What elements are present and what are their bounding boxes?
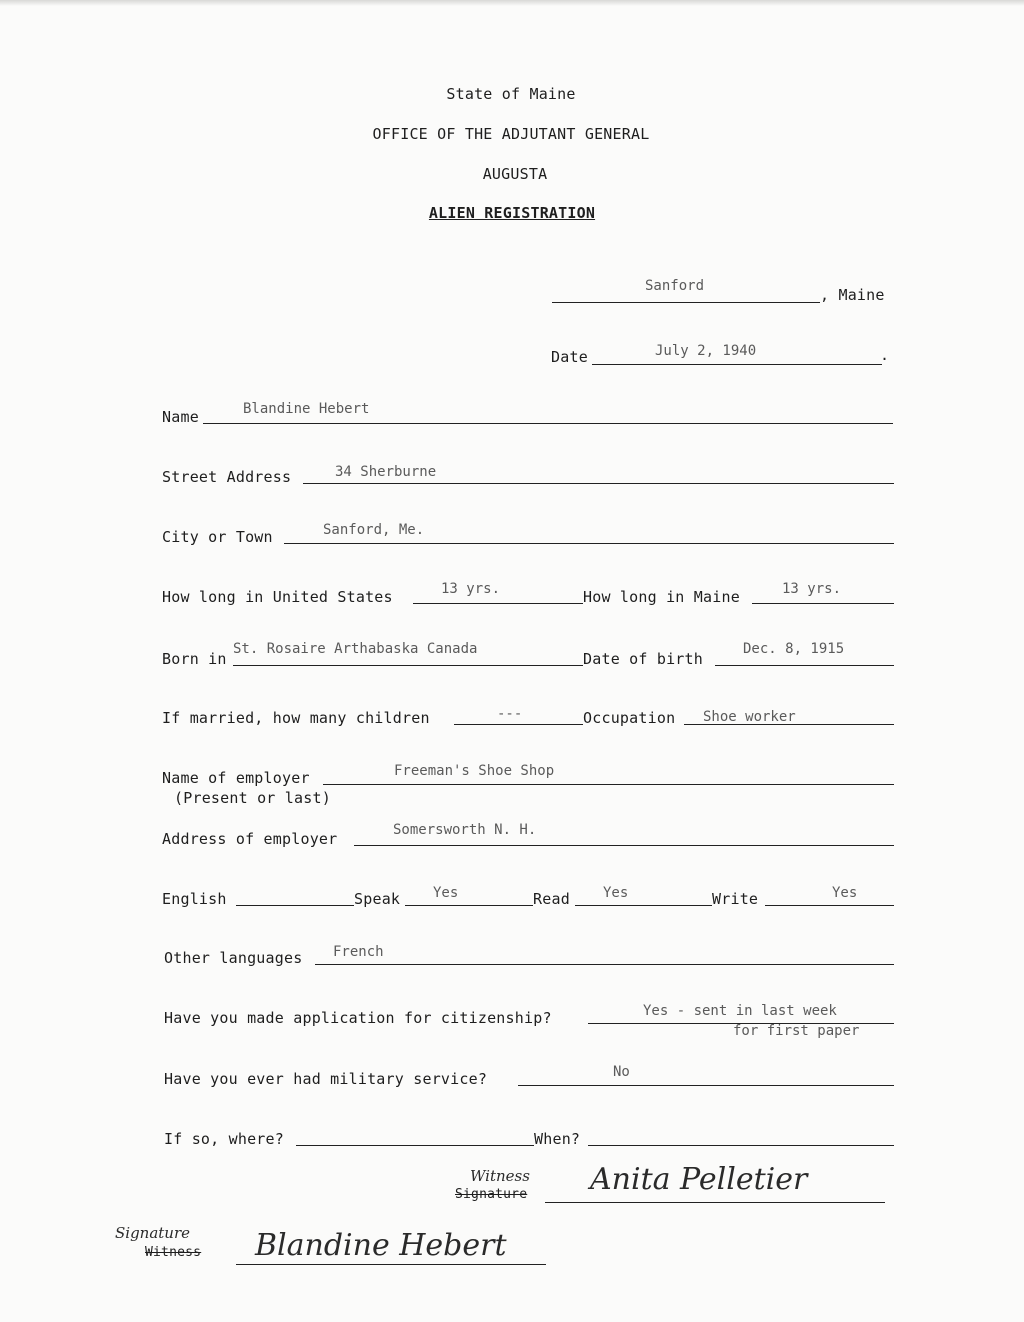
- date-value: July 2, 1940: [655, 343, 757, 359]
- us-duration-label: How long in United States: [162, 588, 393, 606]
- born-in-line: [233, 665, 583, 666]
- read-line: [575, 905, 712, 906]
- maine-duration-label: How long in Maine: [583, 588, 740, 606]
- name-value: Blandine Hebert: [243, 401, 370, 417]
- write-line: [765, 905, 894, 906]
- where-label: If so, where?: [164, 1130, 284, 1148]
- english-line: [236, 905, 354, 906]
- registrant-signature: Blandine Hebert: [255, 1228, 507, 1263]
- city-value: Sanford, Me.: [323, 522, 425, 538]
- speak-value: Yes: [433, 885, 459, 901]
- name-line: [203, 423, 893, 424]
- other-languages-line: [315, 964, 894, 965]
- when-label: When?: [534, 1130, 581, 1148]
- us-duration-line: [413, 603, 583, 604]
- maine-duration-line: [752, 603, 894, 604]
- dob-value: Dec. 8, 1915: [743, 641, 845, 657]
- born-in-value: St. Rosaire Arthabaska Canada: [233, 641, 478, 657]
- military-label: Have you ever had military service?: [164, 1070, 488, 1088]
- employer-address-value: Somersworth N. H.: [393, 822, 537, 838]
- maine-duration-value: 13 yrs.: [782, 581, 842, 597]
- citizenship-value: Yes - sent in last week: [643, 1003, 837, 1019]
- where-line: [296, 1145, 534, 1146]
- witness-signature: Anita Pelletier: [590, 1162, 808, 1197]
- street-label: Street Address: [162, 468, 292, 486]
- city-line: [284, 543, 894, 544]
- signature-handwritten-label: Signature: [115, 1224, 191, 1242]
- other-languages-value: French: [333, 944, 384, 960]
- dob-label: Date of birth: [583, 650, 703, 668]
- form-title: ALIEN REGISTRATION: [428, 204, 596, 222]
- speak-line: [405, 905, 533, 906]
- dob-line: [715, 665, 894, 666]
- employer-value: Freeman's Shoe Shop: [394, 763, 555, 779]
- state-heading: State of Maine: [446, 85, 576, 103]
- write-label: Write: [712, 890, 759, 908]
- office-heading: OFFICE OF THE ADJUTANT GENERAL: [372, 125, 650, 143]
- employer-address-label: Address of employer: [162, 830, 338, 848]
- occupation-label: Occupation: [583, 709, 676, 727]
- children-label: If married, how many children: [162, 709, 430, 727]
- born-in-label: Born in: [162, 650, 227, 668]
- employer-line: [323, 784, 894, 785]
- english-label: English: [162, 890, 227, 908]
- occupation-value: Shoe worker: [703, 709, 796, 725]
- employer-sublabel: (Present or last): [174, 789, 331, 807]
- date-line: [592, 364, 882, 365]
- place-value: Sanford: [645, 278, 705, 294]
- read-label: Read: [533, 890, 570, 908]
- name-label: Name: [162, 408, 199, 426]
- date-label: Date: [551, 348, 588, 366]
- us-duration-value: 13 yrs.: [441, 581, 501, 597]
- date-end: .: [880, 346, 890, 364]
- city-label: City or Town: [162, 528, 273, 546]
- when-line: [588, 1145, 894, 1146]
- scan-edge: [0, 0, 1024, 6]
- children-line: [454, 724, 583, 725]
- witness-struck-label: Signature: [455, 1187, 528, 1202]
- registrant-signature-line: [236, 1264, 546, 1265]
- witness-signature-line: [545, 1202, 885, 1203]
- read-value: Yes: [603, 885, 629, 901]
- place-line: [552, 302, 820, 303]
- military-line: [518, 1085, 894, 1086]
- children-value: ---: [497, 706, 523, 722]
- employer-label: Name of employer: [162, 769, 310, 787]
- employer-address-line: [354, 845, 894, 846]
- witness-handwritten-label: Witness: [470, 1167, 530, 1185]
- military-value: No: [613, 1064, 630, 1080]
- city-heading: AUGUSTA: [482, 165, 548, 183]
- citizenship-value-2: for first paper: [733, 1023, 860, 1039]
- street-line: [303, 483, 894, 484]
- speak-label: Speak: [354, 890, 401, 908]
- other-languages-label: Other languages: [164, 949, 303, 967]
- signature-struck-label: Witness: [145, 1245, 202, 1260]
- street-value: 34 Sherburne: [335, 464, 437, 480]
- citizenship-label: Have you made application for citizenship?: [164, 1009, 552, 1027]
- occupation-line: [684, 724, 894, 725]
- write-value: Yes: [832, 885, 858, 901]
- place-suffix: , Maine: [820, 286, 885, 304]
